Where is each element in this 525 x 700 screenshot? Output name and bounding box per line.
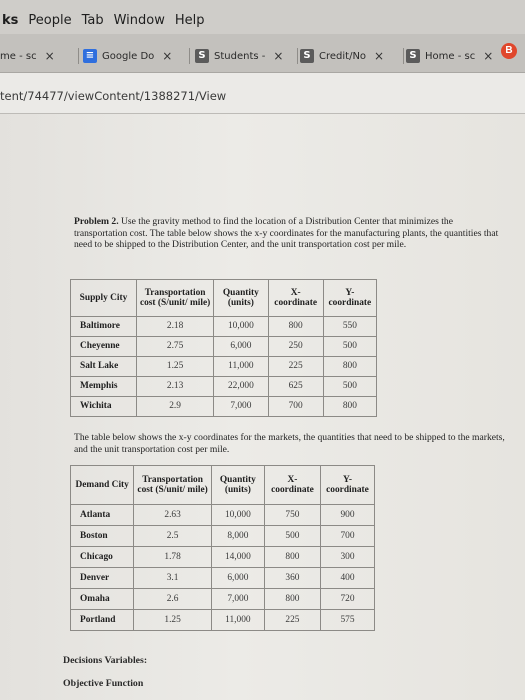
table-row [71,568,375,589]
table-row [71,526,375,547]
table-row [71,377,377,397]
school-logo-icon: S [406,49,420,63]
tab-divider [78,48,79,64]
value-cell: 900 [320,505,374,526]
city-cell: Portland [71,610,134,631]
value-cell: 22,000 [214,377,268,397]
value-cell: 400 [320,568,374,589]
column-header: X-coordinate [264,466,320,505]
school-logo-icon: S [195,49,209,63]
menu-item-bookmarks[interactable]: ks [2,13,19,28]
column-header: Demand City [71,466,134,505]
value-cell: 10,000 [214,317,268,337]
value-cell: 700 [268,397,323,417]
value-cell: 8,000 [211,526,264,547]
value-cell: 500 [323,377,376,397]
table-row [71,610,375,631]
problem-statement [74,216,504,251]
value-cell: 14,000 [211,547,264,568]
supply-table [70,279,377,417]
value-cell: 225 [268,357,323,377]
city-cell: Boston [71,526,134,547]
value-cell: 2.75 [136,337,213,357]
tab-label: Credit/No [319,50,367,62]
column-header: Transportation cost (S/unit/ mile) [136,280,213,317]
value-cell: 500 [264,526,320,547]
column-header: Y-coordinate [323,280,376,317]
address-bar [0,73,525,114]
value-cell: 575 [320,610,374,631]
city-cell: Atlanta [71,505,134,526]
menu-item-tab[interactable]: Tab [81,13,104,28]
profile-avatar[interactable]: B [501,43,517,59]
problem-label: Problem 2. [74,216,119,227]
tab-label: Students - [214,50,266,62]
value-cell: 2.63 [134,505,211,526]
objective-function-label: Objective Function [63,678,144,689]
table-row [71,357,377,377]
value-cell: 550 [323,317,376,337]
city-cell: Chicago [71,547,134,568]
tab-home[interactable] [406,43,498,69]
value-cell: 800 [323,397,376,417]
value-cell: 10,000 [211,505,264,526]
menu-item-help[interactable]: Help [174,13,205,28]
city-cell: Denver [71,568,134,589]
value-cell: 700 [320,526,374,547]
tab-divider [403,48,404,64]
value-cell: 6,000 [214,337,268,357]
value-cell: 800 [264,589,320,610]
markets-description: The table below shows the x-y coordinates for the markets, the quantities that need to be shipped to the markets, and the unit transportation cost per mile. [74,432,505,455]
tab-home-partial[interactable] [0,43,78,69]
value-cell: 3.1 [134,568,211,589]
value-cell: 2.13 [136,377,213,397]
menu-item-window[interactable]: Window [113,13,165,28]
school-logo-icon: S [300,49,314,63]
close-icon[interactable]: × [44,49,55,63]
google-docs-icon: ≡ [83,49,97,63]
table-row [71,547,375,568]
value-cell: 7,000 [211,589,264,610]
value-cell: 1.78 [134,547,211,568]
url-text[interactable]: tent/74477/viewContent/1388271/View [0,89,227,103]
tab-credit-no-credit[interactable] [300,43,400,69]
city-cell: Omaha [71,589,134,610]
close-icon[interactable]: × [374,49,385,63]
close-icon[interactable]: × [483,49,494,63]
table-row [71,337,377,357]
column-header: Supply City [71,280,137,317]
table-row [71,589,375,610]
value-cell: 7,000 [214,397,268,417]
value-cell: 11,000 [214,357,268,377]
value-cell: 300 [320,547,374,568]
tab-students[interactable] [195,43,295,69]
value-cell: 800 [264,547,320,568]
column-header: Quantity (units) [214,280,268,317]
city-cell: Baltimore [71,317,137,337]
tab-strip [0,34,525,73]
table-row [71,317,377,337]
column-header: Quantity (units) [211,466,264,505]
value-cell: 6,000 [211,568,264,589]
tab-divider [189,48,190,64]
city-cell: Cheyenne [71,337,137,357]
value-cell: 360 [264,568,320,589]
value-cell: 11,000 [211,610,264,631]
column-header: X-coordinate [268,280,323,317]
value-cell: 500 [323,337,376,357]
tab-divider [297,48,298,64]
value-cell: 800 [268,317,323,337]
value-cell: 2.5 [134,526,211,547]
tab-label: Google Do [102,50,155,62]
value-cell: 2.18 [136,317,213,337]
column-header: Transportation cost (S/unit/ mile) [134,466,211,505]
tab-google-docs[interactable] [83,43,188,69]
value-cell: 800 [323,357,376,377]
value-cell: 625 [268,377,323,397]
demand-table [70,465,375,631]
value-cell: 1.25 [136,357,213,377]
value-cell: 720 [320,589,374,610]
tab-label: me - sc [0,50,37,62]
value-cell: 2.9 [136,397,213,417]
city-cell: Wichita [71,397,137,417]
close-icon[interactable]: × [162,49,173,63]
value-cell: 2.6 [134,589,211,610]
column-header: Y-coordinate [320,466,374,505]
value-cell: 750 [264,505,320,526]
value-cell: 250 [268,337,323,357]
value-cell: 225 [264,610,320,631]
table-row [71,397,377,417]
decision-variables-label: Decisions Variables: [63,655,148,666]
value-cell: 1.25 [134,610,211,631]
close-icon[interactable]: × [273,49,284,63]
menu-item-people[interactable]: People [28,13,72,28]
table-row [71,505,375,526]
city-cell: Salt Lake [71,357,137,377]
tab-label: Home - sc [425,50,476,62]
city-cell: Memphis [71,377,137,397]
problem-text: Use the gravity method to find the location of a Distribution Center that minimizes the transportation cost. The table below shows the x-y coordinates for the manufacturing plants, the quantities that need to be shipped to the Distribution Center, and the unit transportation cost per mile. [74,216,499,251]
menu-bar [0,0,525,34]
